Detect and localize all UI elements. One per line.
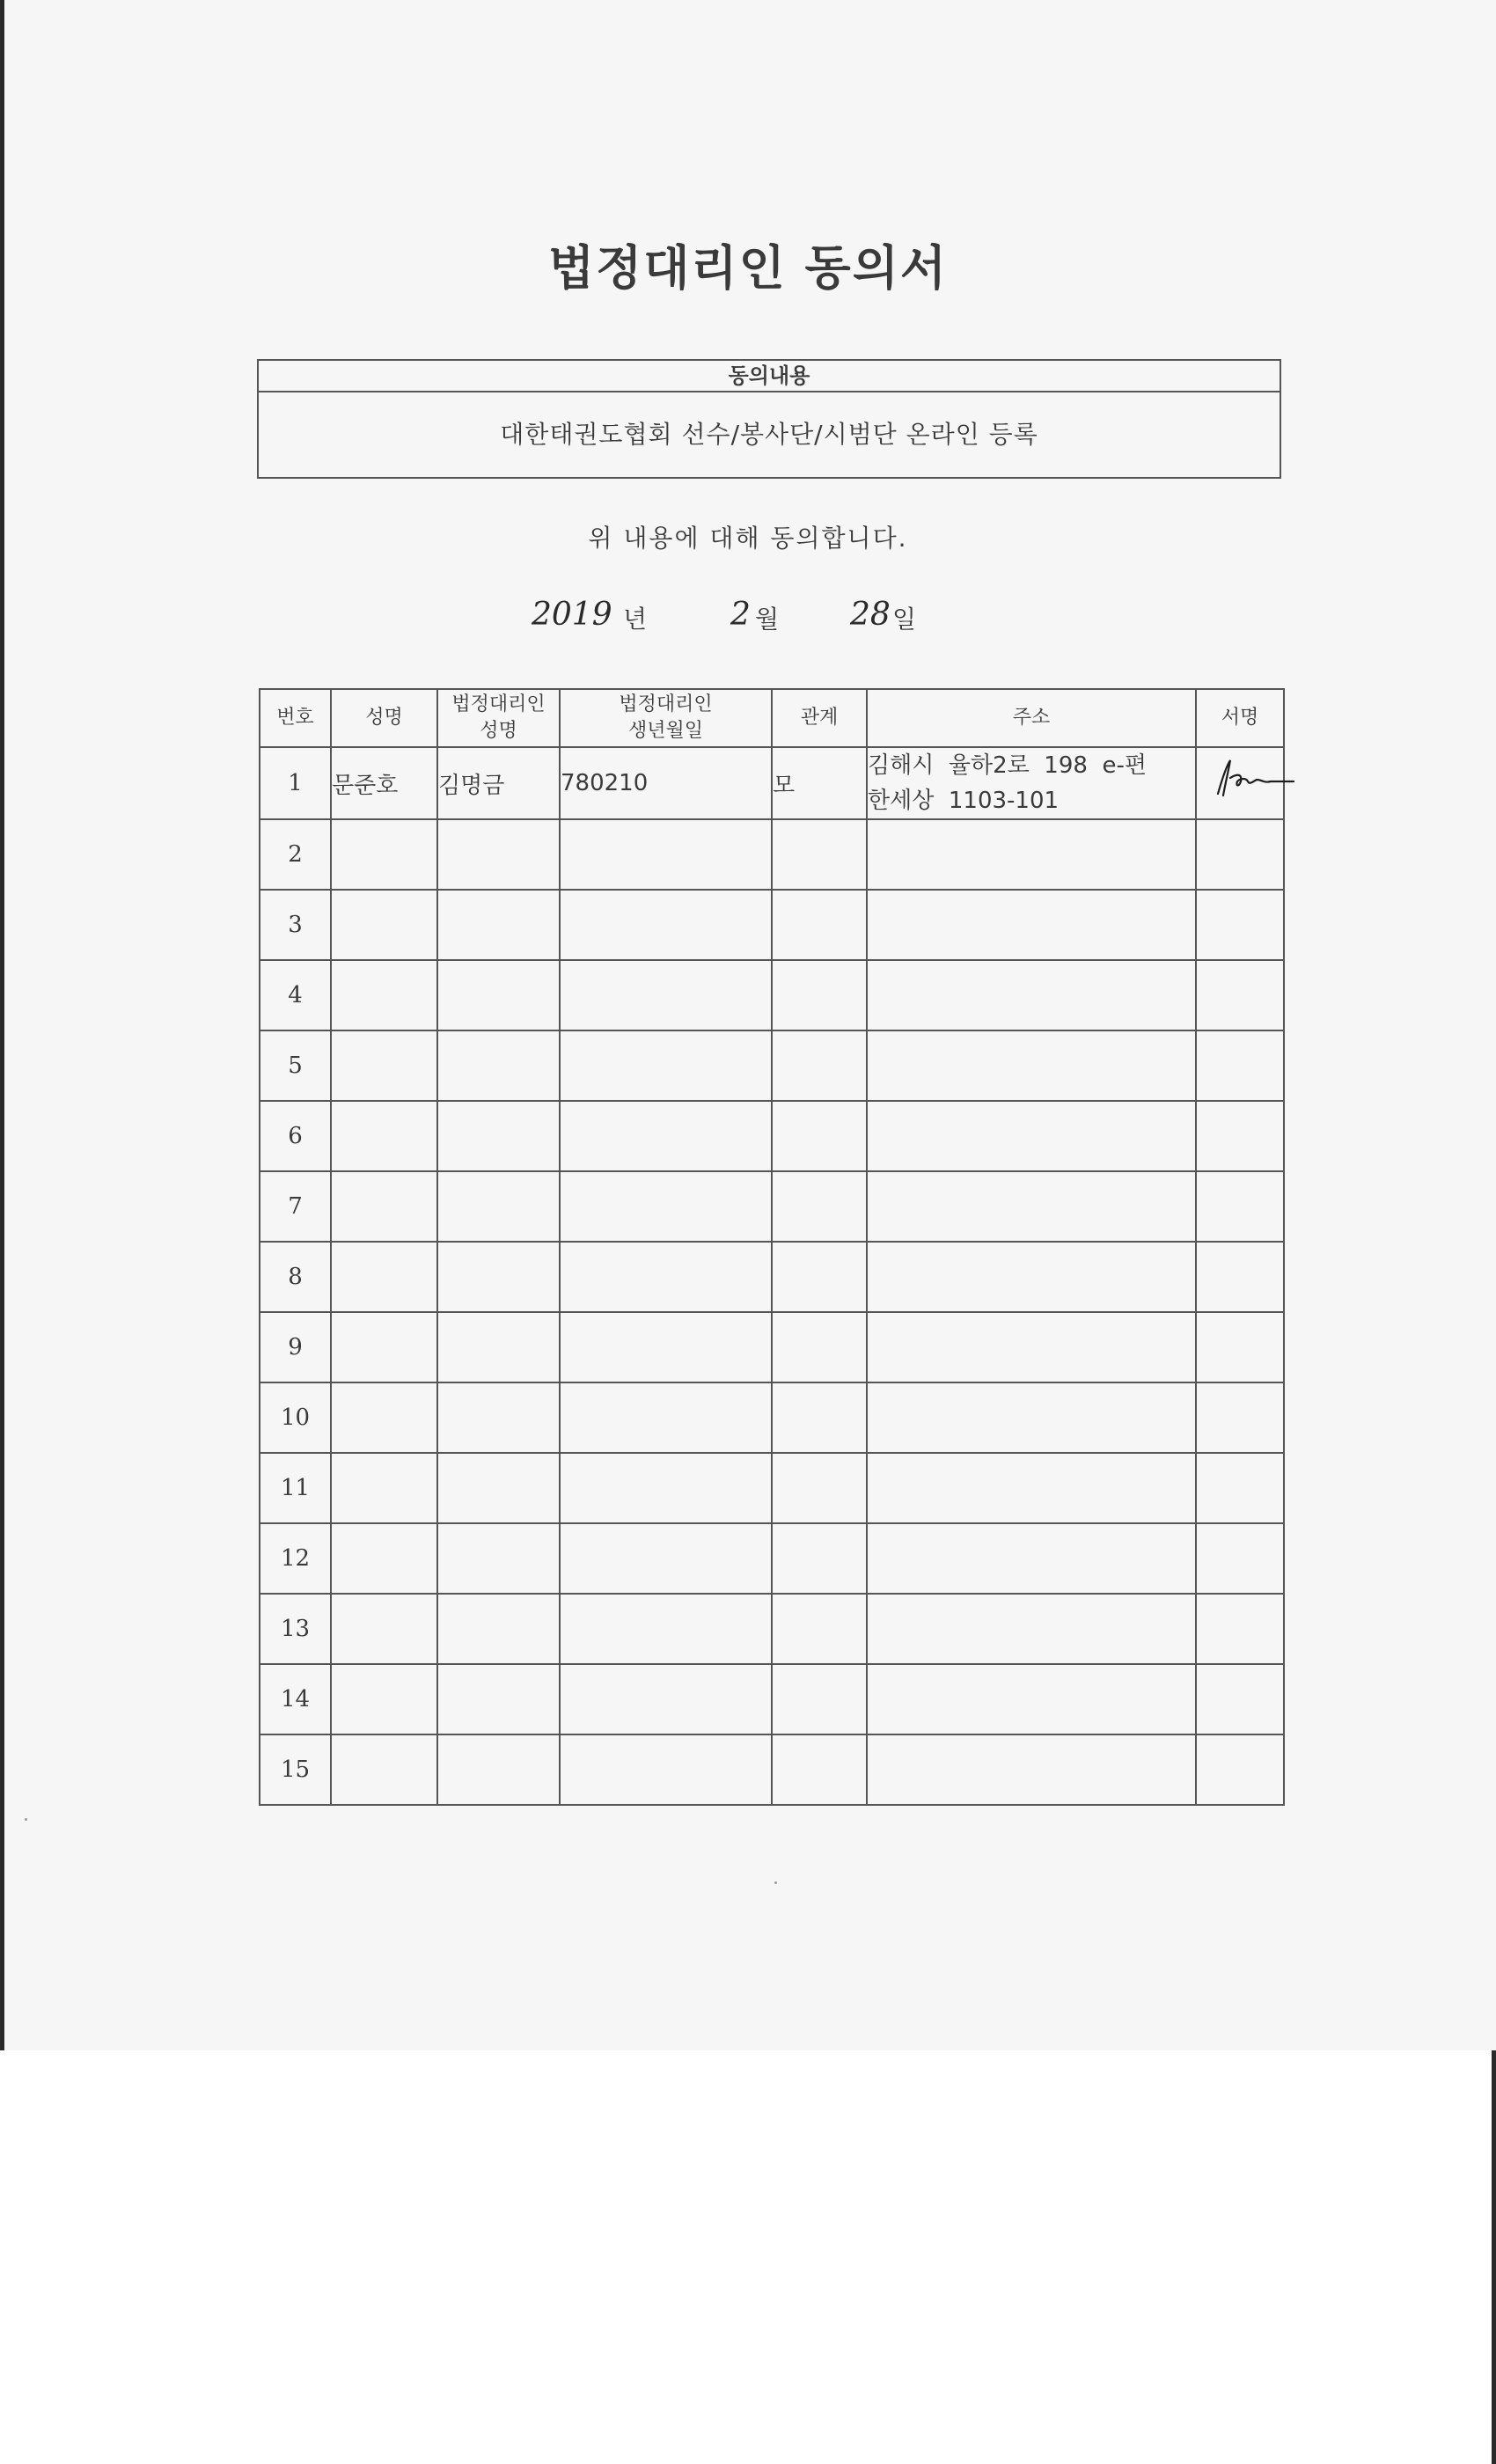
guardian-name [437,1664,560,1734]
guardian-birthdate [560,1101,772,1171]
guardian-name [437,960,560,1030]
table-row [260,960,1284,1030]
signature-cell [1196,819,1284,890]
scan-right-edge [1492,2050,1496,2464]
relation [772,1242,867,1312]
table-row [260,1453,1284,1523]
table-row [260,819,1284,890]
row-number: 11 [260,1453,331,1523]
day-label: 일 [892,605,917,634]
month-label: 월 [755,605,780,634]
address [867,1664,1196,1734]
row-number: 9 [260,1312,331,1382]
guardian-name [437,890,560,960]
address [867,1453,1196,1523]
document-title: 법정대리인 동의서 [547,240,949,296]
scan-speck [774,1881,777,1884]
guardian-name [437,1101,560,1171]
guardian-birthdate [560,1523,772,1594]
relation [772,1312,867,1382]
guardian-name: 김명금 [437,747,560,819]
participant-name [331,1312,437,1382]
participant-name [331,1242,437,1312]
header-guardian-birth [560,689,772,747]
guardian-birthdate [560,960,772,1030]
participant-name [331,1734,437,1805]
relation [772,1382,867,1453]
table-row [260,890,1284,960]
address [867,1171,1196,1242]
address [867,1523,1196,1594]
row-number: 6 [260,1101,331,1171]
relation [772,890,867,960]
handwritten-month: 2 [730,597,751,633]
guardian-birthdate [560,1734,772,1805]
participant-name [331,1382,437,1453]
guardian-consent-table [259,688,1285,1806]
participant-name: 문준호 [331,747,437,819]
address [867,1382,1196,1453]
row-number: 15 [260,1734,331,1805]
guardian-birthdate [560,1453,772,1523]
relation [772,1453,867,1523]
table-row [260,1523,1284,1594]
header-relation: 관계 [772,689,867,747]
agreement-statement: 위 내용에 대해 동의합니다. [588,524,908,553]
address [867,819,1196,890]
guardian-birthdate [560,1594,772,1664]
header-name: 성명 [331,689,437,747]
relation [772,960,867,1030]
relation [772,1523,867,1594]
address-line-1: 김해시 율하2로 198 e-편 [868,752,1147,779]
relation [772,819,867,890]
relation [772,1171,867,1242]
participant-name [331,1664,437,1734]
signature-cell [1196,1523,1284,1594]
date-row [0,590,1496,642]
signature-cell [1196,1312,1284,1382]
row-number: 5 [260,1030,331,1101]
row-number: 7 [260,1171,331,1242]
participant-name [331,1030,437,1101]
participant-name [331,890,437,960]
participant-name [331,1171,437,1242]
address [867,890,1196,960]
signature-cell [1196,1594,1284,1664]
table-row [260,1312,1284,1382]
guardian-name [437,1171,560,1242]
address [867,1594,1196,1664]
row-number: 10 [260,1382,331,1453]
guardian-name [437,1382,560,1453]
signature-cell [1196,1734,1284,1805]
relation [772,1734,867,1805]
guardian-name [437,1312,560,1382]
signature-cell [1196,1101,1284,1171]
guardian-birthdate [560,1242,772,1312]
handwritten-signature [1200,752,1297,804]
guardian-name [437,1734,560,1805]
participant-name [331,960,437,1030]
participant-name [331,1523,437,1594]
guardian-name [437,1594,560,1664]
guardian-name [437,1030,560,1101]
signature-cell [1196,747,1284,819]
signature-cell [1196,1171,1284,1242]
row-number: 14 [260,1664,331,1734]
row-number: 8 [260,1242,331,1312]
header-no: 번호 [260,689,331,747]
table-header-row [260,689,1284,747]
header-guardian-birth-line2: 생년월일 [627,720,703,742]
header-guardian-name-line2: 성명 [480,720,517,742]
row-number: 4 [260,960,331,1030]
guardian-birthdate [560,1382,772,1453]
signature-cell [1196,1242,1284,1312]
signature-cell [1196,890,1284,960]
consent-box [257,359,1281,479]
signature-cell [1196,1382,1284,1453]
scan-left-edge [0,0,4,2050]
address [867,1242,1196,1312]
guardian-birthdate [560,1171,772,1242]
relation [772,1101,867,1171]
header-guardian-birth-line1: 법정대리인 [619,693,713,715]
year-label: 년 [623,605,648,634]
row-number: 1 [260,747,331,819]
signature-cell [1196,960,1284,1030]
table-row [260,1242,1284,1312]
address-line-2: 한세상 1103-101 [868,788,1060,814]
address [867,1734,1196,1805]
participant-name [331,819,437,890]
guardian-birthdate [560,1664,772,1734]
row-number: 3 [260,890,331,960]
scan-speck [25,1818,27,1821]
table-row [260,1594,1284,1664]
address [867,1030,1196,1101]
guardian-birthdate [560,1312,772,1382]
guardian-name [437,1523,560,1594]
guardian-birthdate [560,819,772,890]
row-number: 2 [260,819,331,890]
participant-name [331,1453,437,1523]
signature-cell [1196,1664,1284,1734]
table-row [260,747,1284,819]
table-row [260,1382,1284,1453]
guardian-name [437,819,560,890]
table-row [260,1664,1284,1734]
participant-name [331,1594,437,1664]
table-row [260,1030,1284,1101]
guardian-birthdate: 780210 [560,747,772,819]
row-number: 13 [260,1594,331,1664]
guardian-name [437,1453,560,1523]
address [867,747,1196,819]
header-guardian-name [437,689,560,747]
handwritten-year: 2019 [532,597,612,633]
relation [772,1594,867,1664]
header-address: 주소 [867,689,1196,747]
relation [772,1664,867,1734]
relation: 모 [772,747,867,819]
consent-header: 동의내용 [259,361,1280,392]
guardian-birthdate [560,890,772,960]
header-guardian-name-line1: 법정대리인 [451,693,546,715]
guardian-name [437,1242,560,1312]
address [867,1101,1196,1171]
consent-body: 대한태권도협회 선수/봉사단/시범단 온라인 등록 [500,420,1038,449]
signature-cell [1196,1030,1284,1101]
relation [772,1030,867,1101]
table-row [260,1734,1284,1805]
table-row [260,1171,1284,1242]
address [867,960,1196,1030]
guardian-birthdate [560,1030,772,1101]
signature-cell [1196,1453,1284,1523]
participant-name [331,1101,437,1171]
address [867,1312,1196,1382]
handwritten-day: 28 [850,597,891,633]
header-signature: 서명 [1196,689,1284,747]
table-row [260,1101,1284,1171]
row-number: 12 [260,1523,331,1594]
